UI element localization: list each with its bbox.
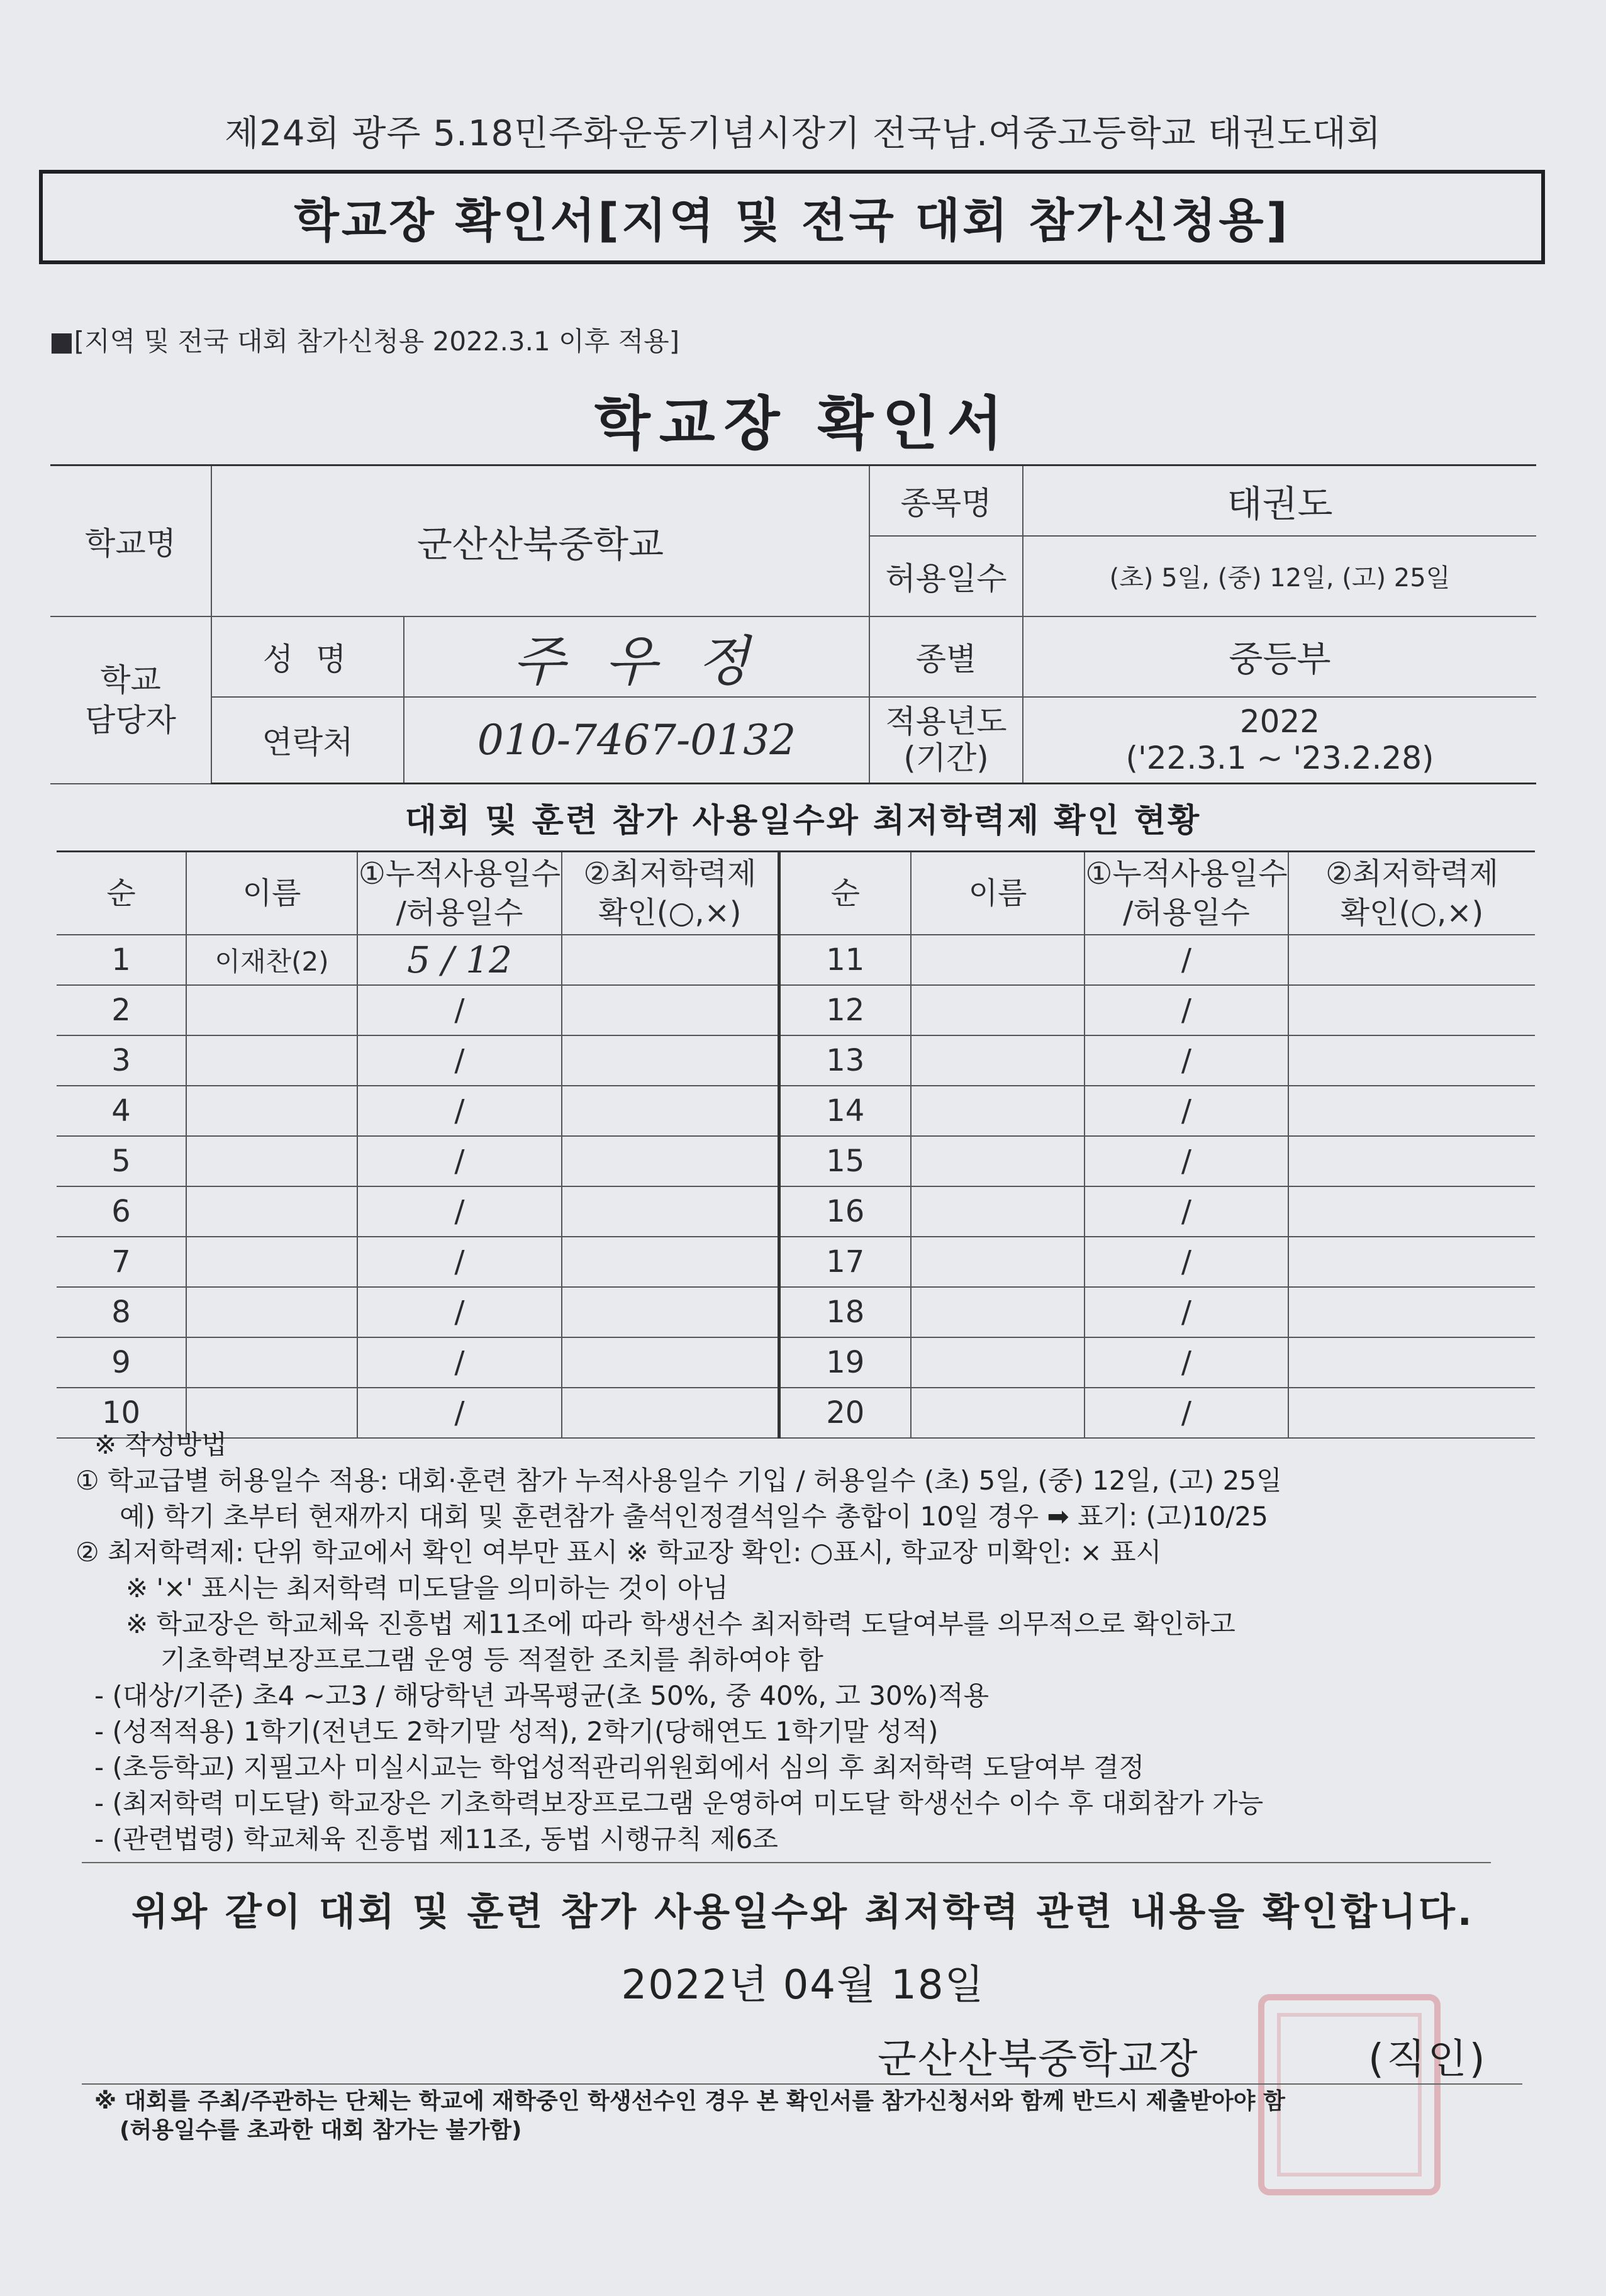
cell-days: / [357, 1287, 562, 1337]
year-label: 적용년도 (기간) [869, 697, 1023, 784]
contact-handwritten: 010-7467-0132 [404, 697, 869, 784]
col-no-header: 순 [57, 852, 186, 935]
instruction-line: ① 학교급별 허용일수 적용: 대회·훈련 참가 누적사용일수 기입 / 허용일수 (초) 5일, (중) 12일, (고) 25일 [75, 1465, 1282, 1496]
cell-no: 16 [779, 1186, 911, 1237]
table-row [57, 1186, 1535, 1237]
cell-days: / [357, 1237, 562, 1287]
section-title: 대회 및 훈련 참가 사용일수와 최저학력제 확인 현황 [404, 802, 1202, 840]
instruction-line: - (관련법령) 학교체육 진흥법 제11조, 동법 시행규칙 제6조 [94, 1824, 778, 1854]
footnote [94, 2087, 1547, 2145]
cell-academic [1288, 985, 1535, 1035]
cell-academic [562, 1237, 779, 1287]
cell-academic [562, 985, 779, 1035]
cell-academic [1288, 1287, 1535, 1337]
instruction-line: 기초학력보장프로그램 운영 등 적절한 조치를 취하여야 함 [160, 1644, 823, 1675]
cell-academic [1288, 1337, 1535, 1388]
cell-academic [562, 1186, 779, 1237]
cell-academic [1288, 1237, 1535, 1287]
instruction-line: 예) 학기 초부터 현재까지 대회 및 훈련참가 출석인정결석일수 총합이 10일 경우 ➡ 표기: (고)10/25 [120, 1501, 1268, 1532]
applicability-note: ■[지역 및 전국 대회 참가신청용 2022.3.1 이후 적용] [49, 326, 680, 357]
col-academic-header: ②최저학력제 확인(○,×) [562, 852, 779, 935]
instruction-line: - (최저학력 미도달) 학교장은 기초학력보장프로그램 운영하여 미도달 학생선수 이수 후 대회참가 가능 [94, 1788, 1264, 1819]
table-row [57, 1287, 1535, 1337]
cell-name [186, 1337, 357, 1388]
col-name-header: 이름 [186, 852, 357, 935]
cell-academic [1288, 1186, 1535, 1237]
school-name-label: 학교명 [50, 465, 211, 616]
event-title: 제24회 광주 5.18민주화운동기념시장기 전국남.여중고등학교 태권도대회 [225, 113, 1381, 154]
cell-name [186, 985, 357, 1035]
school-info-table [50, 464, 1536, 784]
cell-days: / [1085, 985, 1288, 1035]
cell-academic [1288, 1136, 1535, 1186]
allowed-days-label: 허용일수 [869, 536, 1023, 616]
cell-no: 9 [57, 1337, 186, 1388]
cell-name [911, 1337, 1085, 1388]
col-academic-header-right: ②최저학력제 확인(○,×) [1288, 852, 1535, 935]
sport-value: 태권도 [1023, 465, 1536, 536]
cell-days: / [1085, 1337, 1288, 1388]
cell-no: 8 [57, 1287, 186, 1337]
cell-name [911, 1186, 1085, 1237]
footnote-line-1: ※ 대회를 주최/주관하는 단체는 학교에 재학중인 학생선수인 경우 본 확인서를 참가신청서와 함께 반드시 제출받아야 함 [94, 2088, 1285, 2114]
cell-name [911, 1136, 1085, 1186]
col-no-header-right: 순 [779, 852, 911, 935]
manager-name-label: 성 명 [211, 616, 404, 697]
cell-academic [1288, 1086, 1535, 1136]
cell-no: 18 [779, 1287, 911, 1337]
manager-name-handwritten: 주 우 정 [404, 616, 869, 697]
cell-name [911, 1237, 1085, 1287]
cell-no: 19 [779, 1337, 911, 1388]
cell-academic [562, 1086, 779, 1136]
instructions [69, 1427, 1541, 1863]
cell-name [911, 1287, 1085, 1337]
principal-name: 군산산북중학교장 [878, 2036, 1199, 2083]
cell-days: / [1085, 1086, 1288, 1136]
cell-academic [562, 935, 779, 985]
seal-label: (직인) [1368, 2036, 1488, 2083]
cell-name [186, 1136, 357, 1186]
cell-name [186, 1186, 357, 1237]
cell-no: 2 [57, 985, 186, 1035]
cell-no: 17 [779, 1237, 911, 1287]
cell-days: / [1085, 1186, 1288, 1237]
col-name-header-right: 이름 [911, 852, 1085, 935]
cell-no: 4 [57, 1086, 186, 1136]
instruction-line: - (초등학교) 지필고사 미실시교는 학업성적관리위원회에서 심의 후 최저학력 도달여부 결정 [94, 1752, 1145, 1783]
cell-days: / [357, 1337, 562, 1388]
cell-days: 5 / 12 [357, 935, 562, 985]
confirmation-statement: 위와 같이 대회 및 훈련 참가 사용일수와 최저학력 관련 내용을 확인합니다. [131, 1890, 1475, 1934]
cell-name [186, 1035, 357, 1086]
col-days-header-right: ①누적사용일수 /허용일수 [1085, 852, 1288, 935]
cell-no: 5 [57, 1136, 186, 1186]
table-row [57, 1136, 1535, 1186]
cell-days: / [357, 1136, 562, 1186]
cell-days: / [357, 985, 562, 1035]
cell-name [911, 935, 1085, 985]
cell-days: / [1085, 1136, 1288, 1186]
cell-no: 15 [779, 1136, 911, 1186]
cell-no: 13 [779, 1035, 911, 1086]
cell-name [911, 985, 1085, 1035]
table-row [57, 985, 1535, 1035]
cell-days: / [1085, 1388, 1288, 1438]
manager-label: 학교 담당자 [50, 616, 211, 784]
table-row [57, 935, 1535, 985]
year-period: ('22.3.1 ~ '23.2.28) [1125, 740, 1434, 777]
table-row [57, 1237, 1535, 1287]
cell-academic [1288, 1035, 1535, 1086]
cell-days: / [357, 1035, 562, 1086]
cell-no: 20 [779, 1388, 911, 1438]
participation-table [57, 850, 1535, 1439]
cell-no: 14 [779, 1086, 911, 1136]
cell-days: / [357, 1186, 562, 1237]
cell-academic [562, 1136, 779, 1186]
instruction-line: ※ 학교장은 학교체육 진흥법 제11조에 따라 학생선수 최저학력 도달여부를 의무적으로 확인하고 [126, 1608, 1235, 1639]
cell-days: / [1085, 1287, 1288, 1337]
cell-academic [1288, 935, 1535, 985]
cell-name [911, 1035, 1085, 1086]
cell-no: 7 [57, 1237, 186, 1287]
instruction-line: ※ '×' 표시는 최저학력 미도달을 의미하는 것이 아님 [126, 1573, 728, 1603]
cell-no: 6 [57, 1186, 186, 1237]
table-header-row [57, 852, 1535, 935]
divider [82, 1862, 1491, 1863]
document-title: 학교장 확인서 [594, 390, 1012, 457]
instruction-line: ② 최저학력제: 단위 학교에서 확인 여부만 표시 ※ 학교장 확인: ○표시, 학교장 미확인: × 표시 [75, 1537, 1162, 1568]
cell-days: / [1085, 1237, 1288, 1287]
cell-days: / [1085, 935, 1288, 985]
allowed-days-value: (초) 5일, (중) 12일, (고) 25일 [1023, 536, 1536, 616]
table-row [57, 1086, 1535, 1136]
cell-no: 12 [779, 985, 911, 1035]
contact-label: 연락처 [211, 697, 404, 784]
cell-no: 10 [57, 1388, 186, 1438]
form-title-box: 학교장 확인서[지역 및 전국 대회 참가신청용] [39, 170, 1545, 264]
cell-days: / [357, 1086, 562, 1136]
cell-academic [562, 1035, 779, 1086]
cell-name: 이재찬(2) [186, 935, 357, 985]
table-row [57, 1035, 1535, 1086]
instructions-title: ※ 작성방법 [94, 1429, 227, 1460]
footnote-line-2: (허용일수를 초과한 대회 참가는 불가함) [120, 2117, 522, 2143]
footnote-divider [82, 2083, 1522, 2085]
table-row [57, 1337, 1535, 1388]
instruction-line: - (대상/기준) 초4 ~고3 / 해당학년 과목평균(초 50%, 중 40%, 고 30%)적용 [94, 1680, 990, 1711]
cell-no: 11 [779, 935, 911, 985]
year-value: 2022 [1239, 703, 1320, 740]
confirmation-date: 2022년 04월 18일 [621, 1962, 985, 2009]
sport-label: 종목명 [869, 465, 1023, 536]
instruction-line: - (성적적용) 1학기(전년도 2학기말 성적), 2학기(당해연도 1학기말 성적) [94, 1716, 939, 1747]
cell-days: / [357, 1388, 562, 1438]
cell-name [186, 1086, 357, 1136]
cell-academic [562, 1337, 779, 1388]
division-label: 종별 [869, 616, 1023, 697]
cell-name [186, 1237, 357, 1287]
cell-name [911, 1086, 1085, 1136]
cell-no: 3 [57, 1035, 186, 1086]
cell-no: 1 [57, 935, 186, 985]
col-days-header: ①누적사용일수 /허용일수 [357, 852, 562, 935]
cell-days: / [1085, 1035, 1288, 1086]
division-value: 중등부 [1023, 616, 1536, 697]
cell-name [186, 1287, 357, 1337]
cell-academic [562, 1287, 779, 1337]
school-name-value: 군산산북중학교 [211, 465, 869, 616]
year-value-cell [1023, 697, 1536, 784]
